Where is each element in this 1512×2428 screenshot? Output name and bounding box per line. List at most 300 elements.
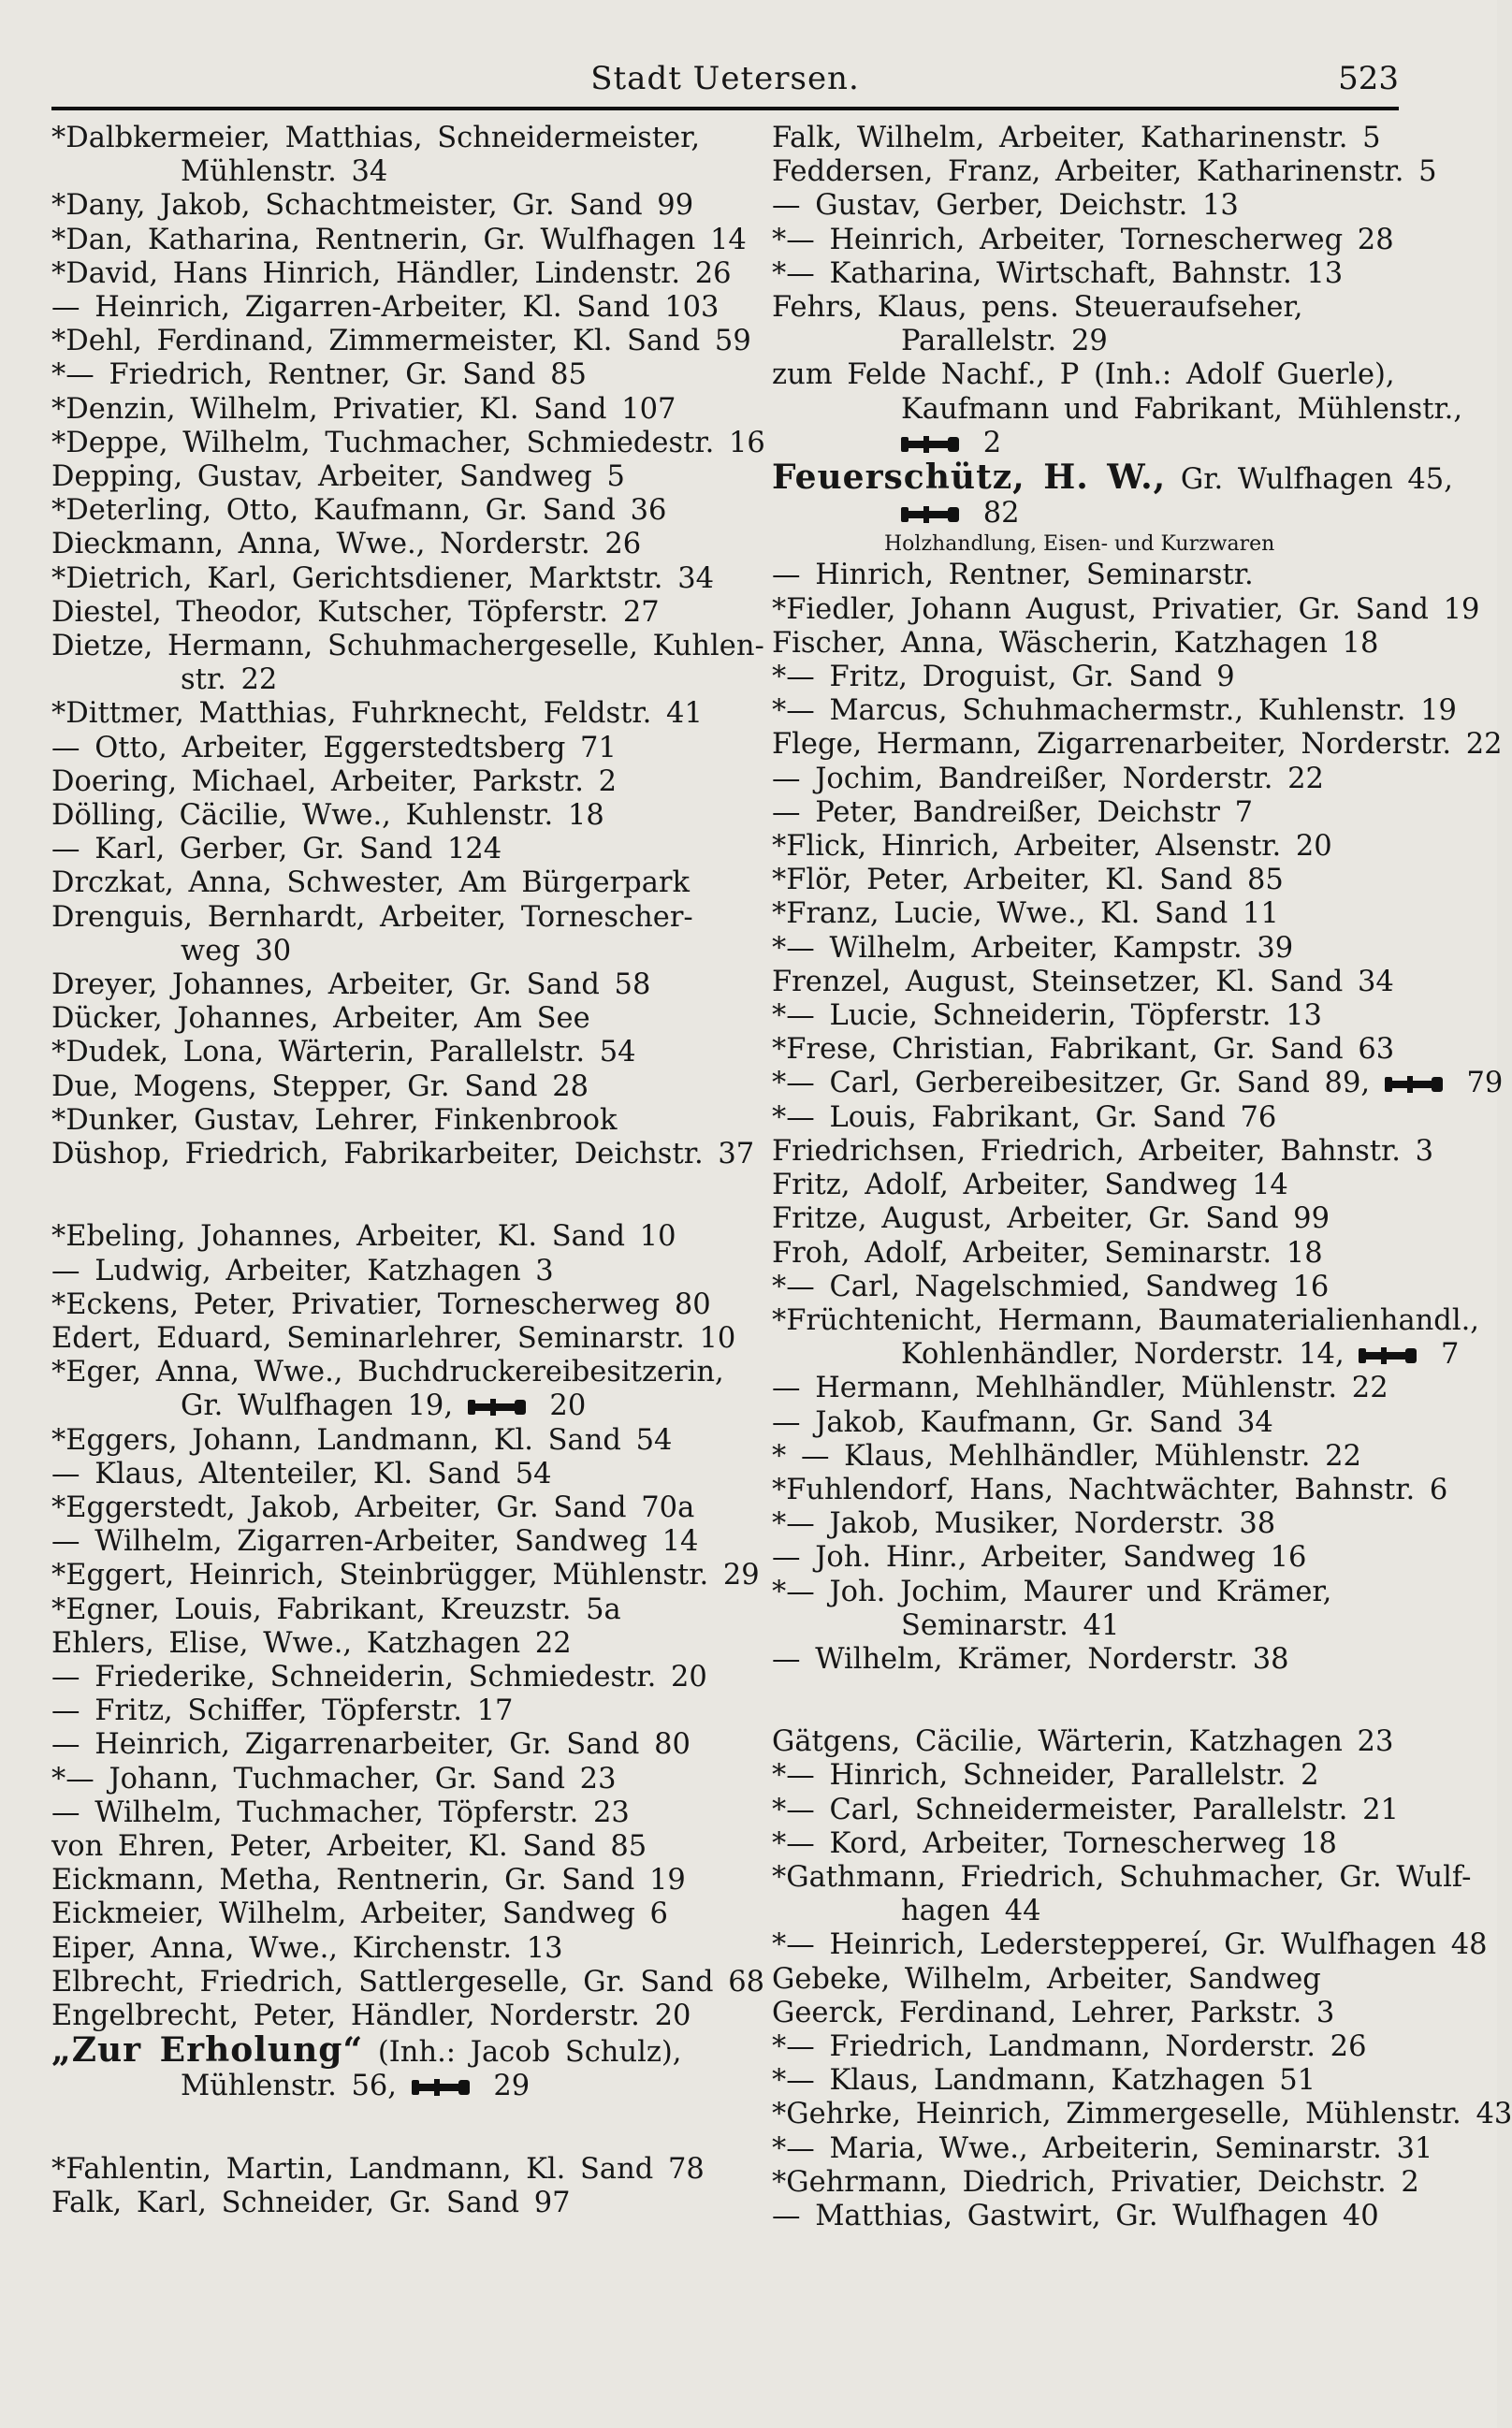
directory-entry [51, 765, 706, 799]
entry-text: *— Marcus, Schuhmachermstr., Kuhlenstr. 19 [772, 694, 1457, 728]
directory-entry [51, 1287, 711, 1322]
entry-text: *— Carl, Schneidermeister, Parallelstr. 21 [772, 1793, 1399, 1826]
firm-name: Feuerschütz, H. W., [772, 458, 1167, 498]
entry-line [772, 1507, 1275, 1540]
entry-text: Dücker, Johannes, Arbeiter, Am See [51, 1002, 590, 1036]
entry-line [772, 1643, 1289, 1676]
entry-text: Diestel, Theodor, Kutscher, Töpferstr. 27 [51, 595, 660, 629]
entry-line [51, 1864, 686, 1897]
entry-continuation [78, 935, 706, 968]
entry-text: Drenguis, Bernhardt, Arbeiter, Tornescher- [51, 900, 693, 934]
entry-text: Dieckmann, Anna, Wwe., Norderstr. 26 [51, 528, 642, 561]
directory-entry [772, 224, 1427, 257]
entry-line [51, 1288, 711, 1321]
entry-text: Kohlenhändler, Norderstr. 14, [901, 1338, 1359, 1372]
entry-line [51, 1728, 691, 1761]
entry-line [772, 728, 1503, 761]
directory-entry [772, 2166, 1427, 2200]
directory-entry [772, 189, 1427, 223]
section-gap [51, 2104, 706, 2153]
entry-text: — Wilhelm, Zigarren-Arbeiter, Sandweg 14 [51, 1525, 699, 1559]
directory-entry [772, 763, 1427, 796]
directory-entry [51, 596, 706, 630]
directory-entry [51, 1763, 706, 1796]
directory-entry [772, 1237, 1427, 1271]
directory-entry [51, 2153, 706, 2187]
entry-line [772, 593, 1479, 626]
entry-line [51, 1593, 621, 1626]
entry-text: — Peter, Bandreißer, Deichstr 7 [772, 795, 1254, 829]
entry-text: Fischer, Anna, Wäscherin, Katzhagen 18 [772, 626, 1379, 660]
entry-line [772, 1963, 1321, 1996]
entry-line [772, 2132, 1432, 2165]
directory-entry [51, 1104, 706, 1138]
directory-entry [51, 325, 751, 358]
entry-text: *— Katharina, Wirtschaft, Bahnstr. 13 [772, 256, 1344, 290]
entry-text: *— Kord, Arbeiter, Tornescherweg 18 [772, 1826, 1337, 1860]
directory-entry [51, 1002, 706, 1036]
entry-text: Gr. Wulfhagen 19, [181, 1389, 468, 1423]
directory-entry [772, 1303, 1479, 1372]
entry-line [51, 1661, 707, 1694]
entry-line [772, 2064, 1316, 2097]
entry-line [51, 1356, 724, 1388]
directory-entry [772, 257, 1427, 291]
entry-continuation [798, 1895, 1427, 1928]
directory-entry [772, 1963, 1427, 1997]
entry-text: *Fuhlendorf, Hans, Nachtwächter, Bahnstr. 6 [772, 1473, 1448, 1506]
entry-line [772, 1928, 1488, 1961]
directory-entry [51, 968, 706, 1002]
entry-continuation [798, 427, 1427, 460]
directory-entry [51, 1593, 706, 1627]
entry-text: Falk, Karl, Schneider, Gr. Sand 97 [51, 2186, 571, 2219]
entry-text: 82 [968, 497, 1020, 531]
entry-text: *Früchtenicht, Hermann, Baumaterialienhandl., [772, 1303, 1479, 1337]
entry-text: *— Joh. Jochim, Maurer und Krämer, [772, 1575, 1332, 1608]
entry-line [772, 1759, 1319, 1792]
entry-line [772, 763, 1324, 795]
entry-line [51, 427, 765, 459]
telephone-icon [901, 427, 968, 459]
directory-entry [51, 1070, 706, 1104]
directory-entry [51, 358, 706, 392]
entry-text: Eiper, Anna, Wwe., Kirchenstr. 13 [51, 1931, 563, 1965]
entry-text: Drczkat, Anna, Schwester, Am Bürgerpark [51, 866, 690, 900]
directory-entry [51, 1255, 706, 1288]
entry-text: Elbrecht, Friedrich, Sattlergeselle, Gr. Sand 68 [51, 1965, 764, 1999]
directory-entry [51, 1491, 706, 1525]
entry-line [772, 694, 1457, 727]
entry-text: *— Heinrich, Arbeiter, Tornescherweg 28 [772, 223, 1394, 256]
directory-entry [51, 393, 706, 427]
entry-continuation [78, 155, 706, 189]
entry-text: *Dietrich, Karl, Gerichtsdiener, Marktstr. 34 [51, 561, 715, 595]
directory-entry [51, 1356, 724, 1423]
entry-line [772, 1202, 1330, 1235]
directory-entry [51, 256, 732, 291]
entry-line [51, 1255, 554, 1287]
directory-entry [51, 1932, 706, 1966]
directory-entry [772, 830, 1427, 864]
entry-line [51, 1694, 513, 1727]
entry-text: *— Wilhelm, Arbeiter, Kampstr. 39 [772, 931, 1294, 965]
entry-text: 29 [478, 2070, 531, 2103]
entry-line [772, 1237, 1323, 1270]
directory-entry [772, 1576, 1427, 1643]
entry-line [51, 257, 732, 290]
directory-entry [51, 1220, 706, 1254]
entry-text: *— Hinrich, Schneider, Parallelstr. 2 [772, 1759, 1319, 1793]
telephone-icon [468, 1389, 535, 1422]
directory-entry [51, 799, 706, 833]
directory-entry [772, 2098, 1512, 2131]
entry-line [51, 630, 764, 662]
entry-text: Parallelstr. 29 [901, 325, 1108, 358]
entry-text: *Dittmer, Matthias, Fuhrknecht, Feldstr. 41 [51, 697, 703, 731]
entry-line [51, 460, 625, 493]
entry-continuation [798, 497, 1427, 531]
entry-line [51, 765, 617, 798]
entry-text: Ehlers, Elise, Wwe., Katzhagen 22 [51, 1626, 572, 1660]
entry-continuation [78, 2070, 706, 2103]
entry-text: *Dan, Katharina, Rentnerin, Gr. Wulfhagen 14 [51, 223, 747, 256]
entry-line [772, 155, 1437, 188]
entry-line [772, 1794, 1399, 1826]
entry-text: *David, Hans Hinrich, Händler, Lindenstr. 26 [51, 256, 732, 290]
directory-entry [51, 1661, 706, 1694]
entry-continuation [78, 663, 706, 697]
directory-entry [772, 1794, 1427, 1827]
entry-text: *Eggert, Heinrich, Steinbrügger, Mühlenstr. 29 [51, 1559, 760, 1592]
entry-line [772, 1440, 1361, 1473]
entry-text: *Flör, Peter, Arbeiter, Kl. Sand 85 [772, 864, 1284, 897]
entry-text: Fritz, Adolf, Arbeiter, Sandweg 14 [772, 1169, 1288, 1202]
entry-text: Gätgens, Cäcilie, Wärterin, Katzhagen 23 [772, 1725, 1394, 1759]
directory-entry [772, 2131, 1433, 2166]
entry-line [772, 1033, 1394, 1066]
entry-continuation [78, 1389, 706, 1423]
entry-text: von Ehren, Peter, Arbeiter, Kl. Sand 85 [51, 1829, 647, 1863]
entry-line [772, 1304, 1479, 1337]
right-column [772, 122, 1512, 2233]
entry-line [772, 932, 1293, 965]
entry-line [51, 968, 650, 1001]
entry-continuation [798, 392, 1463, 427]
entry-line [51, 2187, 571, 2219]
entry-text: *Eggers, Johann, Landmann, Kl. Sand 54 [51, 1423, 673, 1457]
entry-line [51, 1830, 647, 1863]
entry-line [772, 897, 1279, 930]
entry-text: Friedrichsen, Friedrich, Arbeiter, Bahnstr. 3 [772, 1134, 1434, 1168]
directory-entry [772, 1643, 1427, 1677]
entry-text: *— Jakob, Musiker, Norderstr. 38 [772, 1507, 1276, 1541]
directory-entry [51, 1321, 736, 1356]
directory-entry [51, 697, 706, 731]
entry-text: *— Klaus, Landmann, Katzhagen 51 [772, 2064, 1316, 2098]
entry-text: weg 30 [181, 934, 292, 967]
entry-line [51, 1897, 668, 1930]
entry-line [772, 1474, 1447, 1506]
section-gap [772, 1677, 1427, 1725]
entry-text: Engelbrecht, Peter, Händler, Norderstr. 20 [51, 1999, 691, 2032]
entry-text: *Deterling, Otto, Kaufmann, Gr. Sand 36 [51, 494, 667, 528]
entry-text: *Eckens, Peter, Privatier, Tornescherweg 80 [51, 1287, 711, 1321]
entry-text: Depping, Gustav, Arbeiter, Sandweg 5 [51, 460, 625, 494]
entry-line [772, 2030, 1366, 2063]
entry-text: — Karl, Gerber, Gr. Sand 124 [51, 833, 502, 866]
telephone-icon [901, 497, 968, 530]
directory-entry [772, 358, 1463, 460]
entry-line [51, 1966, 764, 1999]
entry-text: *Flick, Hinrich, Arbeiter, Alsenstr. 20 [772, 830, 1332, 864]
entry-line [772, 189, 1239, 222]
directory-entry [772, 864, 1427, 897]
entry-text: Kaufmann und Fabrikant, Mühlenstr., [901, 392, 1463, 426]
directory-entry [772, 155, 1437, 189]
directory-entry [772, 559, 1427, 592]
entry-line [772, 796, 1253, 829]
entry-line [772, 2200, 1379, 2232]
directory-entry [51, 528, 706, 561]
directory-entry [51, 1830, 706, 1864]
entry-text: *Gehrke, Heinrich, Zimmergeselle, Mühlenstr. 43 [772, 2098, 1512, 2131]
entry-line [772, 2098, 1512, 2130]
directory-entry [772, 122, 1427, 155]
entry-text: — Jochim, Bandreißer, Norderstr. 22 [772, 762, 1324, 795]
entry-line [51, 1424, 672, 1457]
directory-entry [51, 1559, 760, 1592]
entry-line [772, 1861, 1471, 1894]
directory-entry [772, 1759, 1427, 1793]
entry-text: *Dalbkermeier, Matthias, Schneidermeister, [51, 122, 701, 154]
entry-line [772, 830, 1332, 863]
entry-line [51, 325, 751, 357]
entry-line [51, 1763, 616, 1796]
directory-entry [772, 1440, 1427, 1474]
directory-entry [772, 1507, 1427, 1541]
entry-text: *— Friedrich, Rentner, Gr. Sand 85 [51, 358, 587, 392]
entry-line [772, 1169, 1288, 1201]
directory-entry [772, 1033, 1427, 1067]
directory-entry [51, 833, 706, 866]
entry-text: — Hinrich, Rentner, Seminarstr. [772, 559, 1254, 592]
entry-line [51, 1999, 691, 2032]
entry-text: str. 22 [181, 663, 278, 697]
directory-entry [772, 1860, 1472, 1928]
entry-line [772, 1827, 1337, 1860]
entry-text: *— Lucie, Schneiderin, Töpferstr. 13 [772, 999, 1322, 1033]
entry-text: (Inh.: Jacob Schulz), [363, 2036, 682, 2070]
entry-text: — Wilhelm, Krämer, Norderstr. 38 [772, 1642, 1289, 1676]
entry-line [772, 966, 1394, 998]
header-rule [51, 107, 1399, 110]
directory-entry [51, 1424, 706, 1458]
telephone-icon [1359, 1338, 1426, 1371]
entry-text: Doering, Michael, Arbeiter, Parkstr. 2 [51, 764, 618, 798]
directory-entry [51, 732, 706, 765]
entry-line [772, 1372, 1388, 1404]
entry-line [51, 528, 641, 560]
directory-entry [772, 1101, 1427, 1135]
entry-text: Gr. Wulfhagen 45, [1166, 463, 1453, 497]
entry-text: — Gustav, Gerber, Deichstr. 13 [772, 189, 1239, 223]
entry-line [51, 596, 660, 629]
entry-text: *Dany, Jakob, Schachtmeister, Gr. Sand 99 [51, 189, 694, 223]
entry-text: *Dunker, Gustav, Lehrer, Finkenbrook [51, 1103, 618, 1137]
entry-line [51, 1559, 760, 1592]
entry-text: *Franz, Lucie, Wwe., Kl. Sand 11 [772, 897, 1279, 931]
entry-text: Due, Mogens, Stepper, Gr. Sand 28 [51, 1069, 589, 1103]
entry-line [51, 1525, 698, 1558]
entry-text: — Heinrich, Zigarren-Arbeiter, Kl. Sand 103 [51, 291, 720, 325]
entry-text: hagen 44 [901, 1895, 1041, 1928]
entry-text: *— Fritz, Droguist, Gr. Sand 9 [772, 661, 1235, 694]
directory-entry [772, 1271, 1427, 1304]
entry-line [51, 2030, 682, 2071]
entry-line [51, 799, 604, 832]
entry-line [51, 393, 676, 426]
entry-line [51, 697, 703, 730]
directory-entry [51, 901, 706, 968]
entry-text: *Dehl, Ferdinand, Zimmermeister, Kl. Sand 59 [51, 325, 751, 358]
entry-line [772, 627, 1378, 660]
entry-line [772, 1101, 1276, 1134]
entry-text: — Hermann, Mehlhändler, Mühlenstr. 22 [772, 1372, 1388, 1405]
directory-entry [51, 561, 715, 596]
entry-text: 79 [1451, 1067, 1504, 1100]
directory-entry [772, 627, 1427, 661]
entry-continuation [798, 325, 1427, 358]
entry-text: — Klaus, Altenteiler, Kl. Sand 54 [51, 1457, 552, 1490]
entry-text: Flege, Hermann, Zigarrenarbeiter, Norderstr. 22 [772, 728, 1503, 762]
entry-line [51, 291, 719, 324]
directory-entry [772, 2030, 1427, 2064]
entry-line [51, 901, 693, 934]
entry-text: — Fritz, Schiffer, Töpferstr. 17 [51, 1694, 514, 1728]
directory-entry [51, 122, 706, 189]
entry-line [772, 2166, 1419, 2199]
entry-line [51, 1220, 676, 1253]
directory-entry [772, 1372, 1427, 1405]
section-gap [51, 1171, 706, 1220]
directory-entry [772, 1473, 1448, 1507]
directory-entry [51, 460, 706, 494]
entry-text: Falk, Wilhelm, Arbeiter, Katharinenstr. 5 [772, 122, 1381, 154]
entry-text: — Joh. Hinr., Arbeiter, Sandweg 16 [772, 1541, 1307, 1575]
directory-entry [51, 426, 765, 460]
directory-entry [772, 897, 1427, 931]
directory-entry [51, 1796, 706, 1830]
entry-line [772, 864, 1284, 896]
entry-text: Dietze, Hermann, Schuhmachergeselle, Kuhlen- [51, 630, 764, 663]
entry-text: Dölling, Cäcilie, Wwe., Kuhlenstr. 18 [51, 799, 604, 833]
entry-text: *Eger, Anna, Wwe., Buchdruckereibesitzerin, [51, 1356, 724, 1389]
entry-line [51, 1322, 735, 1355]
directory-entry [772, 932, 1427, 966]
entry-line [51, 1796, 630, 1829]
directory-entry [51, 1965, 764, 1999]
entry-text: Dreyer, Johannes, Arbeiter, Gr. Sand 58 [51, 968, 651, 1002]
entry-text: * — Klaus, Mehlhändler, Mühlenstr. 22 [772, 1439, 1361, 1473]
directory-entry [772, 1541, 1427, 1575]
entry-text: Eickmann, Metha, Rentnerin, Gr. Sand 19 [51, 1864, 686, 1897]
entry-text: Mühlenstr. 34 [181, 155, 388, 189]
directory-entry [51, 630, 764, 697]
entry-text: — Ludwig, Arbeiter, Katzhagen 3 [51, 1254, 554, 1287]
entry-line [51, 1138, 754, 1170]
entry-text: zum Felde Nachf., P (Inh.: Adolf Guerle), [772, 358, 1395, 392]
entry-text: *— Friedrich, Landmann, Norderstr. 26 [772, 2029, 1367, 2063]
directory-entry [772, 796, 1427, 830]
entry-text: *Frese, Christian, Fabrikant, Gr. Sand 63 [772, 1033, 1395, 1067]
entry-line [51, 122, 700, 154]
entry-text: *— Heinrich, Ledersteppereí, Gr. Wulfhagen 48 [772, 1928, 1488, 1962]
entry-line [772, 1997, 1334, 2029]
directory-entry [51, 1728, 706, 1762]
entry-line [51, 562, 714, 595]
entry-line [772, 999, 1322, 1032]
directory-entry [51, 291, 720, 325]
entry-text: *— Carl, Gerbereibesitzer, Gr. Sand 89, [772, 1067, 1385, 1100]
left-column [51, 122, 765, 2220]
directory-entry [772, 1827, 1427, 1861]
entry-text: Seminarstr. 41 [901, 1608, 1120, 1642]
entry-line [51, 358, 587, 391]
entry-text: *Fiedler, Johann August, Privatier, Gr. Sand 19 [772, 592, 1480, 626]
entry-line [51, 494, 666, 527]
directory-entry [772, 1067, 1504, 1100]
entry-text: — Otto, Arbeiter, Eggerstedtsberg 71 [51, 731, 617, 764]
entry-text: *Dudek, Lona, Wärterin, Parallelstr. 54 [51, 1036, 636, 1069]
entry-text: Frenzel, August, Steinsetzer, Kl. Sand 34 [772, 965, 1394, 998]
entry-text: *— Carl, Nagelschmied, Sandweg 16 [772, 1270, 1330, 1303]
entry-text: *Deppe, Wilhelm, Tuchmacher, Schmiedestr. 16 [51, 426, 765, 459]
entry-text: 7 [1426, 1338, 1460, 1372]
directory-entry [772, 2200, 1427, 2233]
entry-text: *— Johann, Tuchmacher, Gr. Sand 23 [51, 1762, 617, 1796]
entry-continuation [798, 1338, 1460, 1372]
directory-entry [51, 2187, 706, 2220]
entry-line [51, 1627, 572, 1660]
directory-entry [772, 1997, 1427, 2030]
page-number: 523 [1338, 60, 1399, 97]
entry-text: — Heinrich, Zigarrenarbeiter, Gr. Sand 80 [51, 1728, 691, 1762]
entry-text: Edert, Eduard, Seminarlehrer, Seminarstr. 10 [51, 1321, 736, 1355]
directory-entry [51, 1458, 706, 1491]
directory-entry [772, 1169, 1427, 1202]
entry-line [51, 189, 693, 222]
entry-line [51, 833, 502, 865]
entry-line [772, 1576, 1331, 1608]
directory-entry [51, 1138, 755, 1171]
telephone-icon [412, 2070, 479, 2102]
entry-text: 2 [968, 426, 1002, 459]
page-title: Stadt Uetersen. [590, 60, 860, 97]
entry-text: 20 [534, 1389, 587, 1423]
entry-text: — Friederike, Schneiderin, Schmiedestr. 20 [51, 1660, 707, 1694]
entry-line [772, 291, 1302, 324]
directory-entry [51, 1627, 706, 1661]
entry-line [772, 257, 1343, 290]
entry-line [51, 1070, 589, 1103]
directory-entry [772, 1928, 1488, 1962]
entry-text: *Eggerstedt, Jakob, Arbeiter, Gr. Sand 70a [51, 1490, 695, 1524]
entry-line [772, 358, 1395, 391]
entry-line [51, 1932, 563, 1965]
entry-text: *Ebeling, Johannes, Arbeiter, Kl. Sand 10 [51, 1220, 676, 1254]
entry-text: Geerck, Ferdinand, Lehrer, Parkstr. 3 [772, 1996, 1335, 2029]
